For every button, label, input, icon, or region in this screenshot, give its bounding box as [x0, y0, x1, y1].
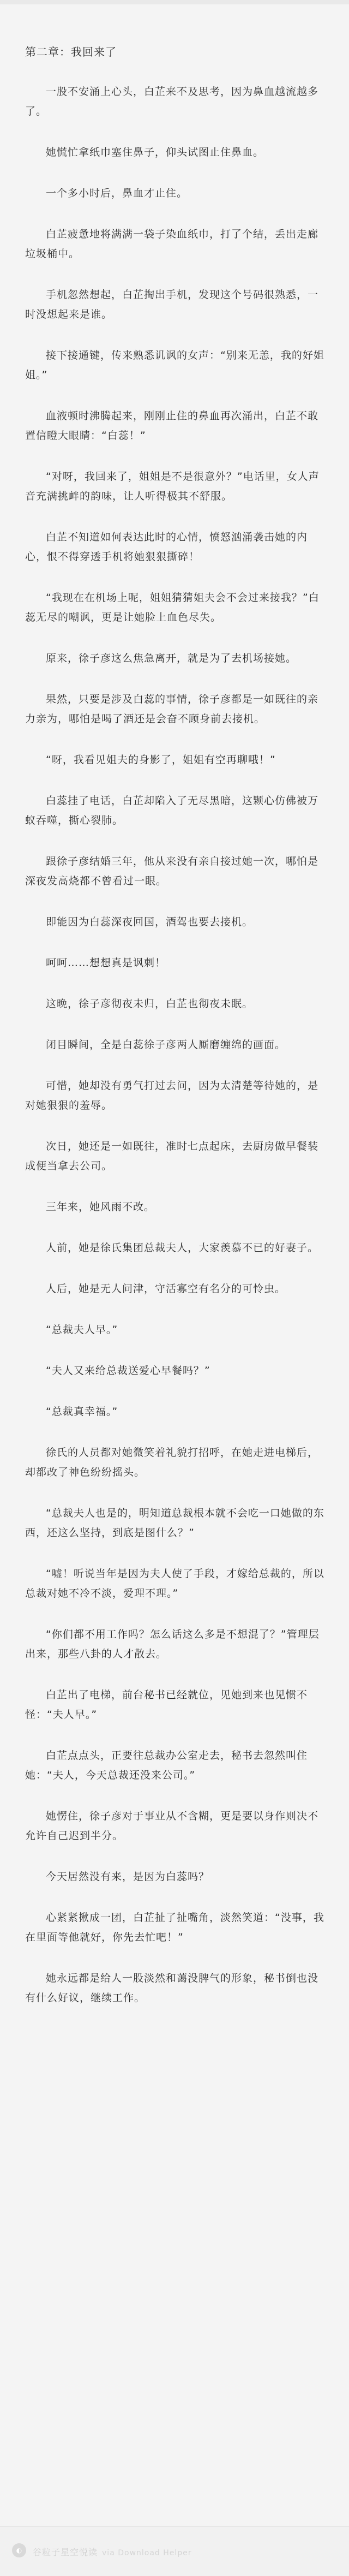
paragraph: 心紧紧揪成一团，白芷扯了扯嘴角，淡然笑道：“没事，我在里面等他就好，你先去忙吧！”: [25, 1912, 324, 1943]
paragraph: 呵呵……想想真是讽刺！: [46, 957, 166, 969]
paragraph: 果然，只要是涉及白蕊的事情，徐子彦都是一如既往的亲力亲为，哪怕是喝了酒还是会奋不顾身前去接机。: [25, 693, 319, 725]
paragraph: 三年来，她风雨不改。: [46, 1201, 155, 1213]
paragraph: 徐氏的人员都对她微笑着礼貌打招呼，在她走进电梯后，却都改了神色纷纷摇头。: [25, 1447, 319, 1478]
paragraph: “总裁夫人也是的，明知道总裁根本就不会吃一口她做的东西，还这么坚持，到底是图什么？”: [25, 1507, 324, 1539]
footer-watermark: [0, 2526, 349, 2576]
paragraph: 白芷点点头，正要往总裁办公室走去，秘书去忽然叫住她：“夫人，今天总裁还没来公司。”: [25, 1750, 308, 1781]
paragraph: 即能因为白蕊深夜回国，酒驾也要去接机。: [46, 916, 254, 928]
paragraph: 白芷疲惫地将满满一袋子染血纸巾，打了个结，丢出走廊垃圾桶中。: [25, 228, 319, 260]
brand-text: [33, 2545, 192, 2558]
paragraph: 白芷不知道如何表达此时的心情，愤怒汹涌袭击她的内心，恨不得穿透手机将她狠狠撕碎！: [25, 531, 308, 563]
paragraph: “呀，我看见姐夫的身影了，姐姐有空再聊哦！”: [46, 754, 276, 766]
paragraph: 白蕊挂了电话，白芷却陷入了无尽黑暗，这颗心仿佛被万蚁吞噬，撕心裂肺。: [25, 795, 319, 826]
paragraph: “总裁夫人早。”: [46, 1324, 118, 1336]
paragraph: 一个多小时后，鼻血才止住。: [46, 187, 188, 199]
paragraph: 她慌忙拿纸巾塞住鼻子，仰头试图止住鼻血。: [46, 146, 264, 158]
paragraph: 次日，她还是一如既往，准时七点起床，去厨房做早餐装成便当拿去公司。: [25, 1140, 319, 1172]
paragraph: 她永远都是给人一股淡然和蔼没脾气的形象，秘书倒也没有什么好议，继续工作。: [25, 1972, 319, 2004]
paragraph: 白芷出了电梯，前台秘书已经就位，见她到来也见惯不怪：“夫人早。”: [25, 1689, 308, 1721]
chapter-body: [25, 82, 326, 2029]
brand-sub: via Download Helper: [102, 2549, 192, 2557]
paragraph: “你们都不用工作吗？怎么话这么多是不想混了？”管理层出来，那些八卦的人才散去。: [25, 1628, 320, 1660]
paragraph: “对呀，我回来了，姐姐是不是很意外？”电话里，女人声音充满挑衅的韵味，让人听得极其不舒服。: [25, 471, 320, 502]
paragraph: 人前，她是徐氏集团总裁夫人，大家羡慕不已的好妻子。: [46, 1242, 319, 1254]
paragraph: 今天居然没有来，是因为白蕊吗？: [46, 1871, 210, 1883]
paragraph: 原来，徐子彦这么焦急离开，就是为了去机场接她。: [46, 652, 297, 664]
paragraph: “夫人又来给总裁送爱心早餐吗？”: [46, 1365, 210, 1377]
paragraph: 接下接通键，传来熟悉讥讽的女声：“别来无恙，我的好姐姐。”: [25, 349, 324, 381]
brand-logo-icon: ◐: [12, 2543, 26, 2557]
paragraph: 血液顿时沸腾起来，刚刚止住的鼻血再次涌出，白芷不敢置信瞪大眼睛：“白蕊！”: [25, 410, 319, 442]
paragraph: 手机忽然想起，白芷掏出手机，发现这个号码很熟悉，一时没想起来是谁。: [25, 289, 319, 320]
paragraph: 可惜，她却没有勇气打过去问，因为太清楚等待她的，是对她狠狠的羞辱。: [25, 1080, 319, 1111]
paragraph: 这晚，徐子彦彻夜未归，白芷也彻夜未眠。: [46, 998, 254, 1010]
paragraph: 她愣住，徐子彦对于事业从不含糊，更是要以身作则决不允许自己迟到半分。: [25, 1810, 319, 1842]
paragraph: “嘘！听说当年是因为夫人使了手段，才嫁给总裁的，所以总裁对她不冷不淡，爱理不理。”: [25, 1568, 324, 1599]
brand-name: 谷粒子星空悦读: [33, 2547, 98, 2557]
paragraph: “总裁真幸福。”: [46, 1406, 118, 1418]
paragraph: 闭目瞬间，全是白蕊徐子彦两人厮磨缠绵的画面。: [46, 1039, 286, 1051]
paragraph: 人后，她是无人问津，守活寡空有名分的可怜虫。: [46, 1283, 286, 1295]
paragraph: “我现在在机场上呢，姐姐猜猜姐夫会不会过来接我？”白蕊无尽的嘲讽，更是让她脸上血色尽失。: [25, 592, 320, 623]
top-edge: [0, 0, 349, 4]
paragraph: 一股不安涌上心头，白芷来不及思考，因为鼻血越流越多了。: [25, 86, 319, 117]
chapter-title: 第二章：我回来了: [25, 45, 117, 58]
paragraph: 跟徐子彦结婚三年，他从来没有亲自接过她一次，哪怕是深夜发高烧都不曾看过一眼。: [25, 855, 319, 887]
